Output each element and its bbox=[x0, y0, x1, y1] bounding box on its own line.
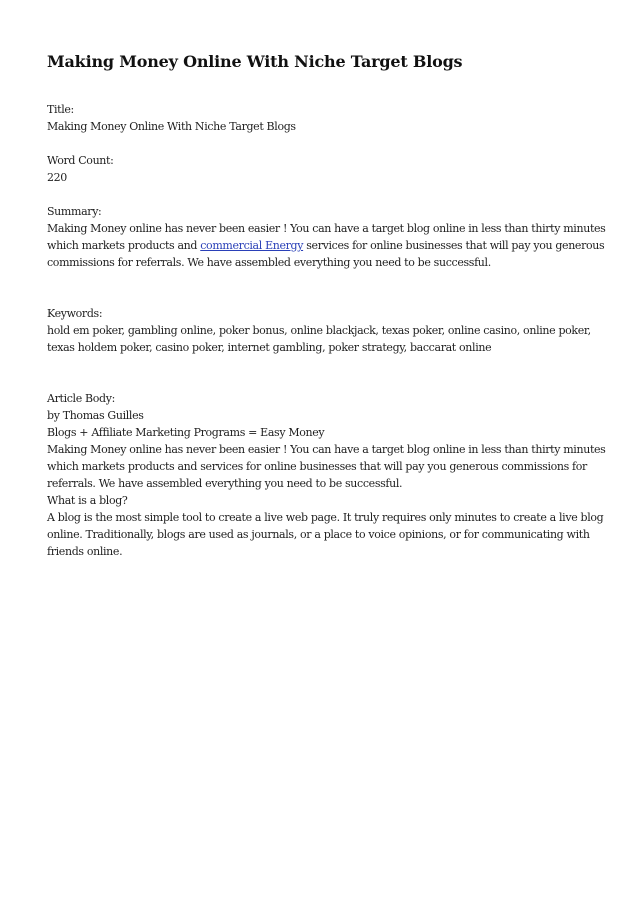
summary-text-start: Making Money online has never been easier ! You can have a target blog online in less than thirty minutes which markets products and bbox=[47, 222, 606, 252]
summary-label: Summary: bbox=[47, 205, 102, 218]
document-page bbox=[47, 52, 607, 560]
article-body-section bbox=[47, 390, 607, 560]
article-author: by Thomas Guilles bbox=[47, 409, 144, 422]
commercial-energy-link[interactable]: commercial Energy bbox=[200, 239, 304, 252]
summary-section bbox=[47, 203, 607, 271]
article-body-label: Article Body: bbox=[47, 392, 115, 405]
title-value: Making Money Online With Niche Target Blogs bbox=[47, 120, 296, 133]
article-paragraph-2: A blog is the most simple tool to create a live web page. It truly requires only minutes to create a live blog online. Traditionally, blogs are used as journals, or a place to voice opinions, or for communicating with friends online. bbox=[47, 511, 604, 558]
keywords-value: hold em poker, gambling online, poker bonus, online blackjack, texas poker, online casino, online poker, texas holdem poker, casino poker, internet gambling, poker strategy, baccarat online bbox=[47, 324, 591, 354]
summary-text bbox=[47, 220, 607, 271]
article-subtitle: Blogs + Affiliate Marketing Programs = Easy Money bbox=[47, 426, 325, 439]
article-question: What is a blog? bbox=[47, 494, 128, 507]
word-count-label: Word Count: bbox=[47, 154, 114, 167]
article-paragraph-1: Making Money online has never been easier ! You can have a target blog online in less than thirty minutes which markets products and services for online businesses that will pay you generous commissions for referrals. We have assembled everything you need to be successful. bbox=[47, 443, 606, 490]
summary-text-end: services for online businesses that will pay you generous commissions for referrals. We have assembled everything you need to be successful. bbox=[47, 239, 605, 269]
keywords-section bbox=[47, 305, 607, 356]
title-label: Title: bbox=[47, 103, 74, 116]
keywords-label: Keywords: bbox=[47, 307, 103, 320]
title-section bbox=[47, 101, 607, 135]
word-count-section bbox=[47, 152, 607, 186]
document-heading: Making Money Online With Niche Target Blogs bbox=[47, 52, 463, 71]
word-count-value: 220 bbox=[47, 171, 67, 184]
